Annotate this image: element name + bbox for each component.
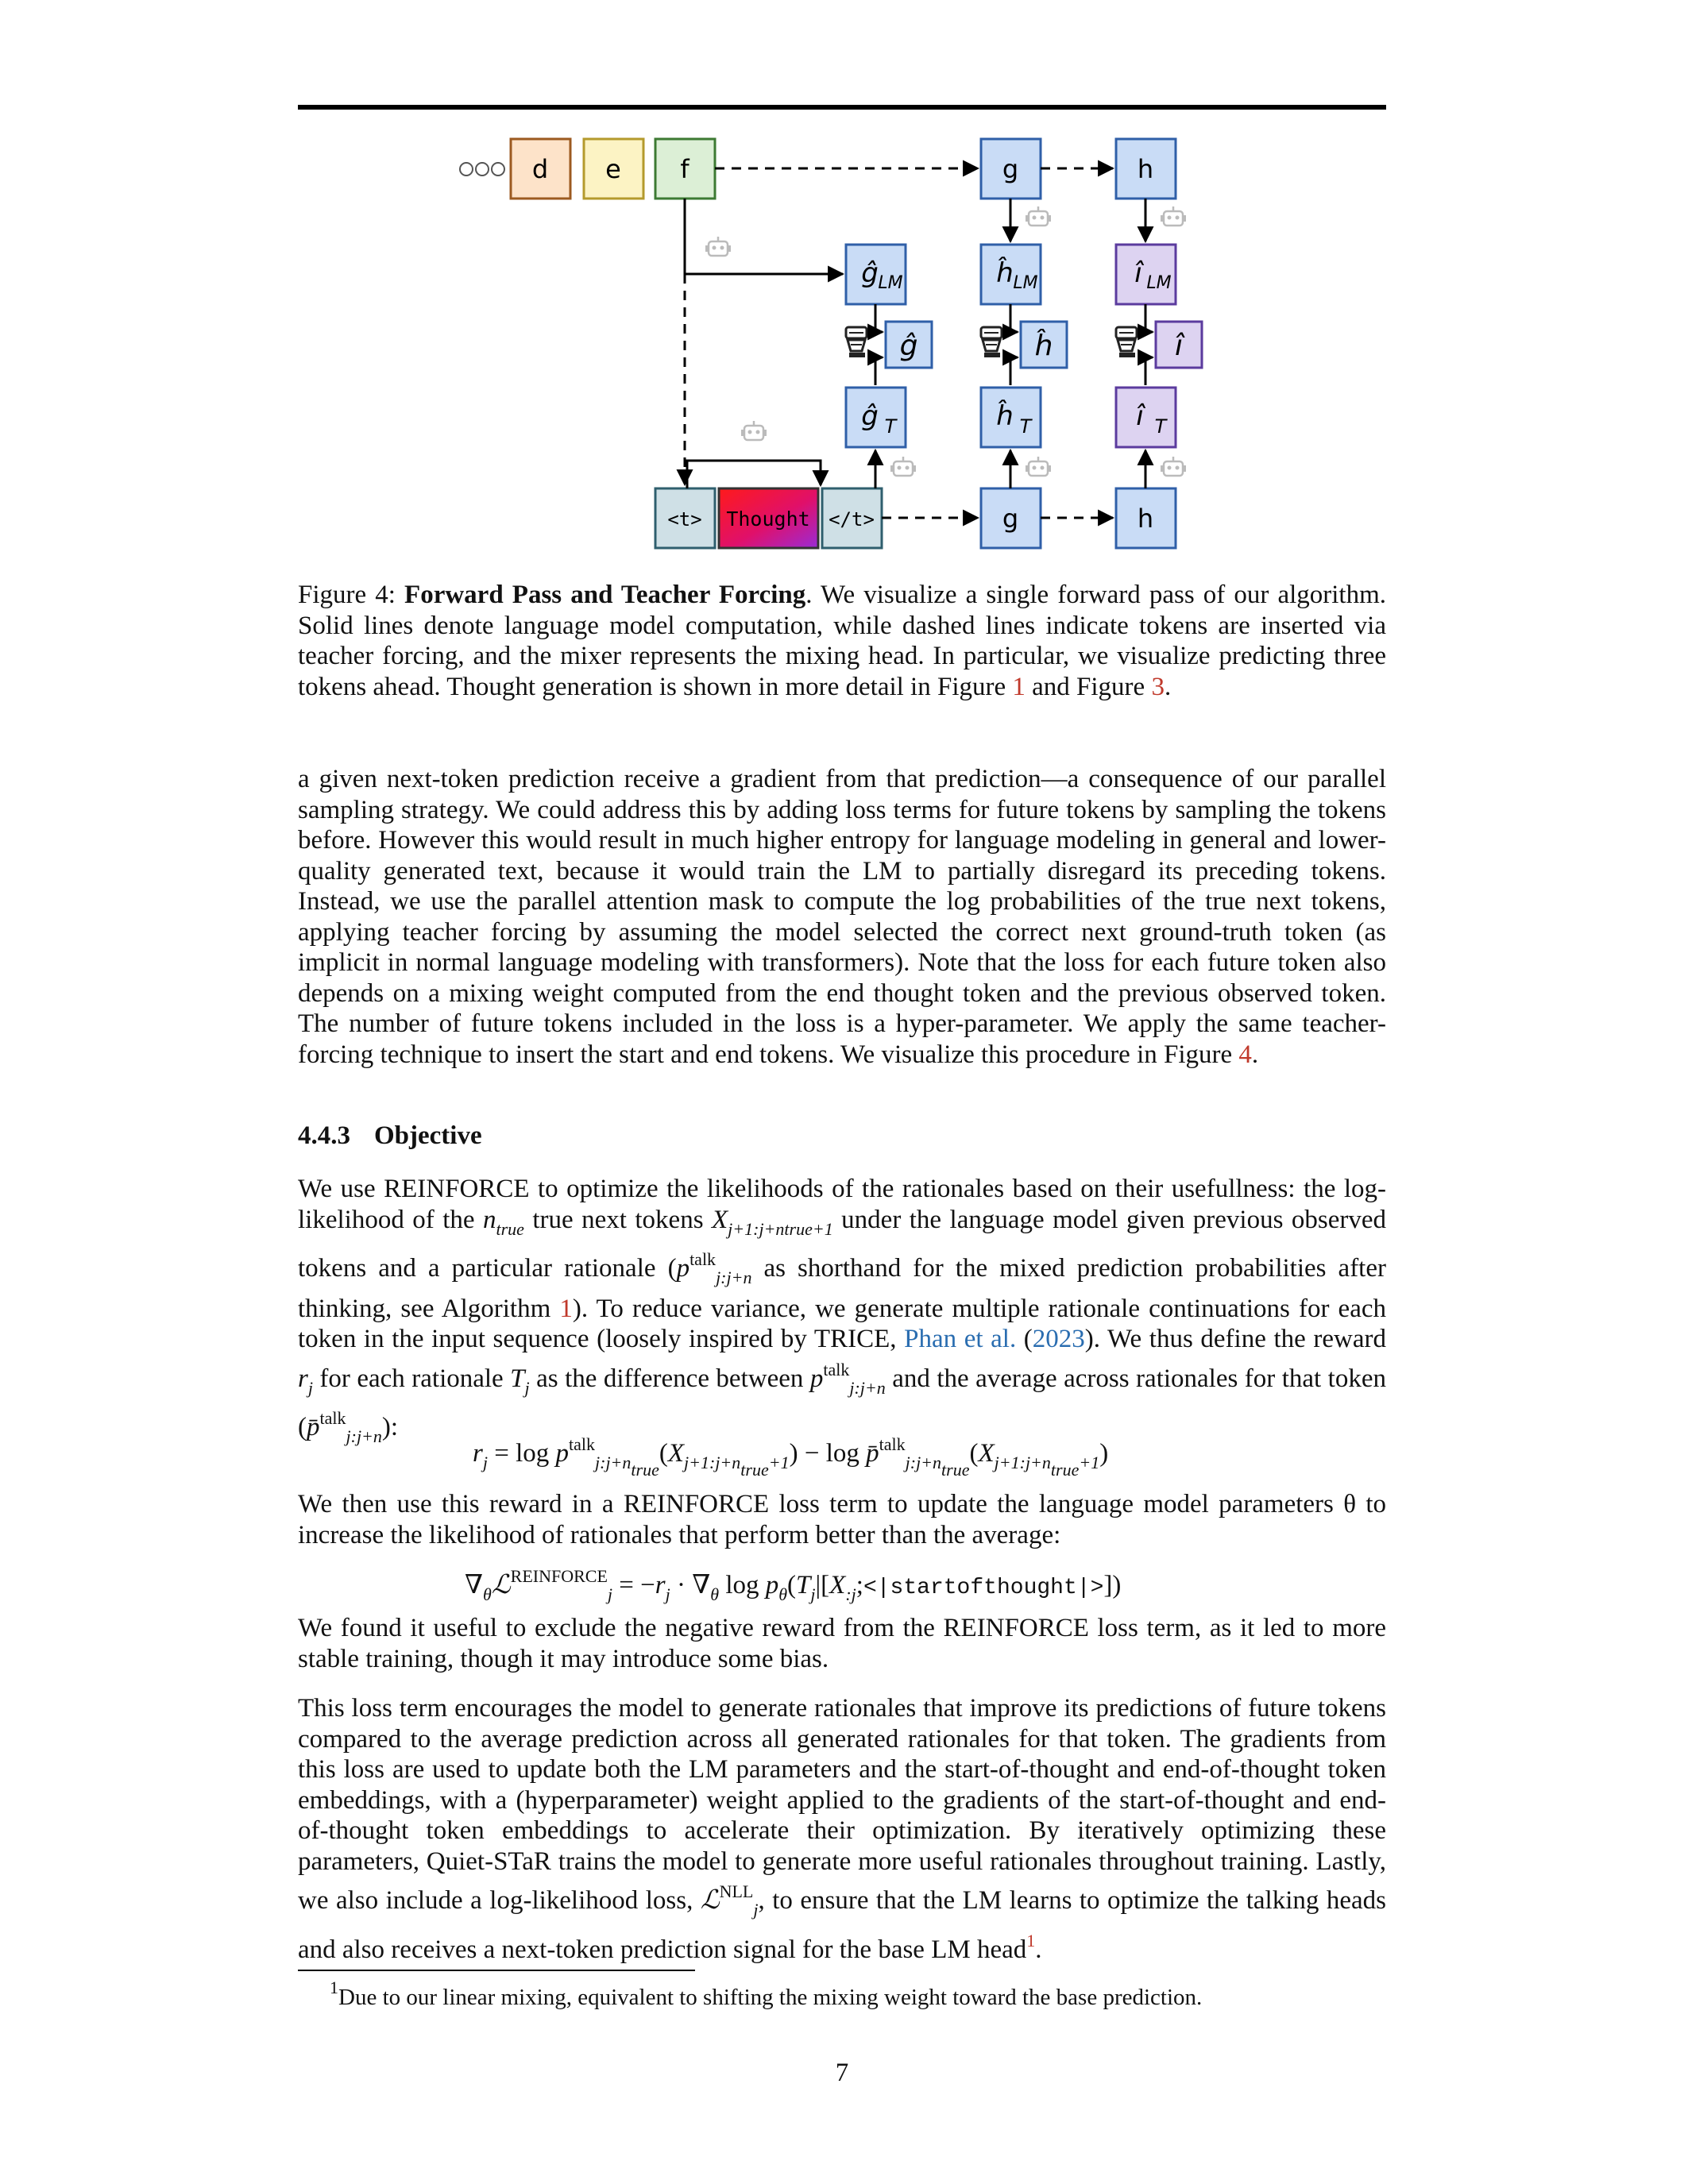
ellipsis-dot	[492, 163, 504, 176]
h-lm-sub: LM	[1013, 273, 1038, 293]
reinforce-gradient-equation: $\nabla_\theta ℒ^{REINFORCE}_j = -r_j \cdot \nabla_\theta$ $\log p_\theta(T_j|[X_{:j};<|startofthought|>])$	[465, 1566, 1122, 1604]
paragraph-text: a given next-token prediction receive a gradient from that prediction—a consequence of our parallel sampling strategy. We could address this by adding loss terms for future tokens by sampling the tokens before. However this would result in much higher entropy for language modeling in general and lower-quality generated text, because it would train the LM to partially disregard its preceding tokens. Instead, we use the parallel attention mask to compute the log probabilities of the true next tokens, applying teacher forcing by assuming the model selected the correct next ground-truth token (as implicit in normal language modeling with transformers). Note that the loss for each future token also depends on a mixing weight computed from the end thought token and the previous observed token. The number of future tokens included in the loss is a hyper-parameter. We apply the same teacher-forcing technique to insert the start and end tokens. We visualize this procedure in Figure	[298, 765, 1386, 1069]
section-title: Objective	[374, 1121, 482, 1150]
start-thought-label: <t>	[667, 508, 702, 531]
paragraph-text: This loss term encourages the model to generate rationales that improve its predictions of future tokens compared to the average prediction across all generated rationales for that token. The gradients from this loss are used to update both the LM parameters and the start-of-thought and end-of-thought token embeddings, with a (hyperparameter) weight applied to the gradients of the start-of-thought and end-of-thought token embeddings to accelerate their optimization. By iteratively optimizing these parameters, Quiet-STaR trains the model to generate more useful rationales throughout training. Lastly, we also include a log-likelihood loss,	[298, 1694, 1386, 1915]
mix-arrow	[875, 304, 883, 332]
paragraph-text: as shorthand for the mixed prediction probabilities after thinking, see Algorithm	[298, 1254, 1386, 1323]
paragraph-text: ):	[381, 1413, 399, 1441]
i-lm-sub: LM	[1146, 273, 1172, 293]
mix-arrow	[1010, 357, 1018, 385]
thought-label: Thought	[726, 507, 810, 531]
math-superscript: talk	[879, 1434, 906, 1454]
h-lm-label: ĥ	[996, 257, 1014, 289]
caption-title: Forward Pass and Teacher Forcing	[404, 581, 806, 609]
mixer-icon	[1116, 327, 1137, 357]
body-paragraph: This loss term encourages the model to generate rationales that improve its predictions of future tokens compared to the average prediction across all generated rationales for that token. The gradients from this loss are used to update both the LM parameters and the start-of-thought and end-of-thought token embeddings, with a (hyperparameter) weight applied to the gradients of the start-of-thought and end-of-thought token embeddings to accelerate their optimization. By iteratively optimizing these parameters, Quiet-STaR trains the model to generate more useful rationales throughout training. Lastly, we also include a log-likelihood loss, ℒ$^{NLL}_j$, to ensure that the LM learns to optimize the talking heads and also receives a next-token prediction signal for the base LM head$^1$.	[298, 1694, 1386, 1964]
top-rule	[298, 105, 1386, 110]
body-paragraph: We then use this reward in a REINFORCE loss term to update the language model parameters θ to increase the likelihood of rationales that perform better than the average:	[298, 1490, 1386, 1549]
mixer-icon	[846, 327, 867, 357]
ellipsis-dot	[460, 163, 473, 176]
robot-icon	[1026, 206, 1051, 226]
token-g-bottom-label: g	[1002, 504, 1019, 534]
robot-icon	[1026, 457, 1051, 476]
h-mixed-label: ĥ	[1034, 330, 1053, 362]
g-talk-label: ĝ	[861, 400, 879, 432]
robot-icon	[741, 421, 767, 440]
footnote-text: Due to our linear mixing, equivalent to shifting the mixing weight toward the base prediction.	[338, 1985, 1203, 2010]
token-e-label: e	[605, 154, 621, 184]
i-talk-sub: T	[1154, 415, 1167, 438]
token-h-bottom-label: h	[1137, 504, 1154, 534]
paragraph-text: ). We thus define the reward	[1084, 1325, 1386, 1353]
robot-icon	[705, 237, 731, 256]
token-d-label: d	[531, 154, 549, 184]
footnote-rule	[298, 1970, 695, 1971]
figure-ref-link[interactable]: 3	[1151, 672, 1165, 701]
g-lm-sub: LM	[878, 273, 903, 293]
figure-caption	[298, 580, 1386, 702]
mix-arrow	[875, 357, 883, 385]
math-superscript: REINFORCE	[510, 1566, 608, 1586]
footnote-ref-link[interactable]: 1	[1026, 1930, 1036, 1951]
i-talk-label: î	[1136, 400, 1144, 432]
start-of-thought-token: <|startofthought|>	[863, 1576, 1104, 1600]
token-h-top-label: h	[1137, 154, 1154, 184]
caption-text: .	[1164, 672, 1172, 701]
paragraph-text: under the language model given previous observed tokens and a particular rationale (	[298, 1205, 1386, 1283]
paragraph-text: for each rationale	[312, 1364, 511, 1393]
i-lm-label: î	[1134, 257, 1142, 289]
paragraph-text: ). To reduce variance, we generate multiple rationale continuations for each token in the input sequence (loosely inspired by TRICE,	[298, 1294, 1386, 1353]
paper-page	[298, 0, 1386, 2184]
math-superscript: talk	[689, 1249, 717, 1269]
paragraph-text: We use REINFORCE to optimize the likelihoods of the rationales based on their usefullness: the log-likelihood of the	[298, 1175, 1386, 1234]
math-superscript: talk	[823, 1359, 850, 1379]
h-talk-sub: T	[1019, 415, 1032, 438]
g-talk-sub: T	[884, 415, 897, 438]
math-subscript: true	[496, 1218, 524, 1239]
paragraph-text: as the difference between	[529, 1364, 810, 1393]
math-subscript: j:j+n	[849, 1377, 886, 1398]
i-talk-box	[1116, 388, 1176, 447]
section-number: 4.4.3	[298, 1121, 350, 1150]
caption-text: . We visualize a single forward pass of our algorithm. Solid lines denote language model computation, while dashed lines indicate tokens are inserted via teacher forcing, and the mixer represents the mixing head. In particular, we visualize predicting three tokens ahead. Thought generation is shown in more detail in Figure	[298, 581, 1387, 701]
h-talk-label: ĥ	[996, 400, 1014, 432]
citation-year-link[interactable]: 2023	[1032, 1325, 1085, 1353]
mixer-icon	[981, 327, 1002, 357]
page-number: 7	[835, 2059, 849, 2087]
section-heading	[298, 1121, 482, 1151]
g-lm-label: ĝ	[861, 257, 879, 289]
forward-pass-figure	[457, 127, 1235, 556]
robot-icon	[890, 457, 916, 476]
paragraph-text: .	[1035, 1935, 1042, 1964]
mix-arrow	[1010, 304, 1018, 332]
math-subscript: j:j+n	[346, 1426, 382, 1446]
i-mixed-label: î	[1174, 330, 1184, 362]
figure-ref-link[interactable]: 1	[1012, 672, 1026, 701]
paragraph-text: .	[1251, 1040, 1259, 1069]
body-paragraph: We use REINFORCE to optimize the likelihoods of the rationales based on their usefullness: the log-likelihood of the $n_{true}$ true next tokens $X_{j+1:j+ntrue+1}$ under the language model given previous observed tokens and a particular rationale ($p^{talk}_{j:j+n}$ as shorthand for the mixed prediction probabilities after thinking, see Algorithm 1). To reduce variance, we generate multiple rationale continuations for each token in the input sequence (loosely inspired by TRICE, Phan et al. (2023). We thus define the reward $r_j$ for each rationale $T_j$ as the difference between $p^{talk}_{j:j+n}$ and the average across rationales for that token (p̄$^{talk}_{j:j+n}$):	[298, 1175, 1386, 1446]
token-g-top-label: g	[1002, 154, 1019, 184]
thought-generation-arrow	[687, 461, 821, 488]
citation-link[interactable]: Phan et al.	[904, 1325, 1017, 1353]
body-paragraph: We found it useful to exclude the negative reward from the REINFORCE loss term, as it led to more stable training, though it may introduce some bias.	[298, 1614, 1386, 1673]
mix-arrow	[1145, 357, 1153, 385]
ellipsis-dot	[476, 163, 489, 176]
reward-equation: $r_j = \log p^{talk}_{j:j+ntrue}(X_{j+1:j+ntrue+1}) - \log$ $p̄^{talk}_{j:j+ntrue}(X_{j+1:j+ntrue+1})$	[473, 1434, 1109, 1480]
algorithm-ref-link[interactable]: 1	[559, 1294, 573, 1323]
g-mixed-label: ĝ	[899, 330, 918, 362]
paragraph-text: , to ensure that the LM learns to optimize the talking heads and also receives a next-token prediction signal for the base LM head	[298, 1886, 1386, 1964]
math-superscript: talk	[319, 1408, 346, 1428]
caption-label: Figure 4:	[298, 581, 396, 609]
math-subscript: j:j+n	[716, 1268, 752, 1287]
paragraph-text: and the average across rationales for that token (	[298, 1364, 1386, 1441]
math-superscript: NLL	[719, 1881, 754, 1901]
caption-text: and Figure	[1025, 672, 1152, 701]
paragraph-text: true next tokens	[523, 1205, 712, 1234]
mix-arrow	[1145, 304, 1153, 332]
end-thought-label: </t>	[829, 508, 875, 531]
math-subscript: true	[784, 1218, 813, 1239]
body-paragraph	[298, 764, 1386, 1070]
footnote-mark: 1	[330, 1978, 338, 1997]
robot-icon	[1161, 457, 1186, 476]
token-f-label: f	[680, 154, 689, 184]
robot-icon	[1161, 206, 1186, 226]
figure-ref-link[interactable]: 4	[1238, 1040, 1252, 1069]
math-superscript: talk	[569, 1434, 595, 1454]
footnote	[330, 1978, 1202, 2011]
